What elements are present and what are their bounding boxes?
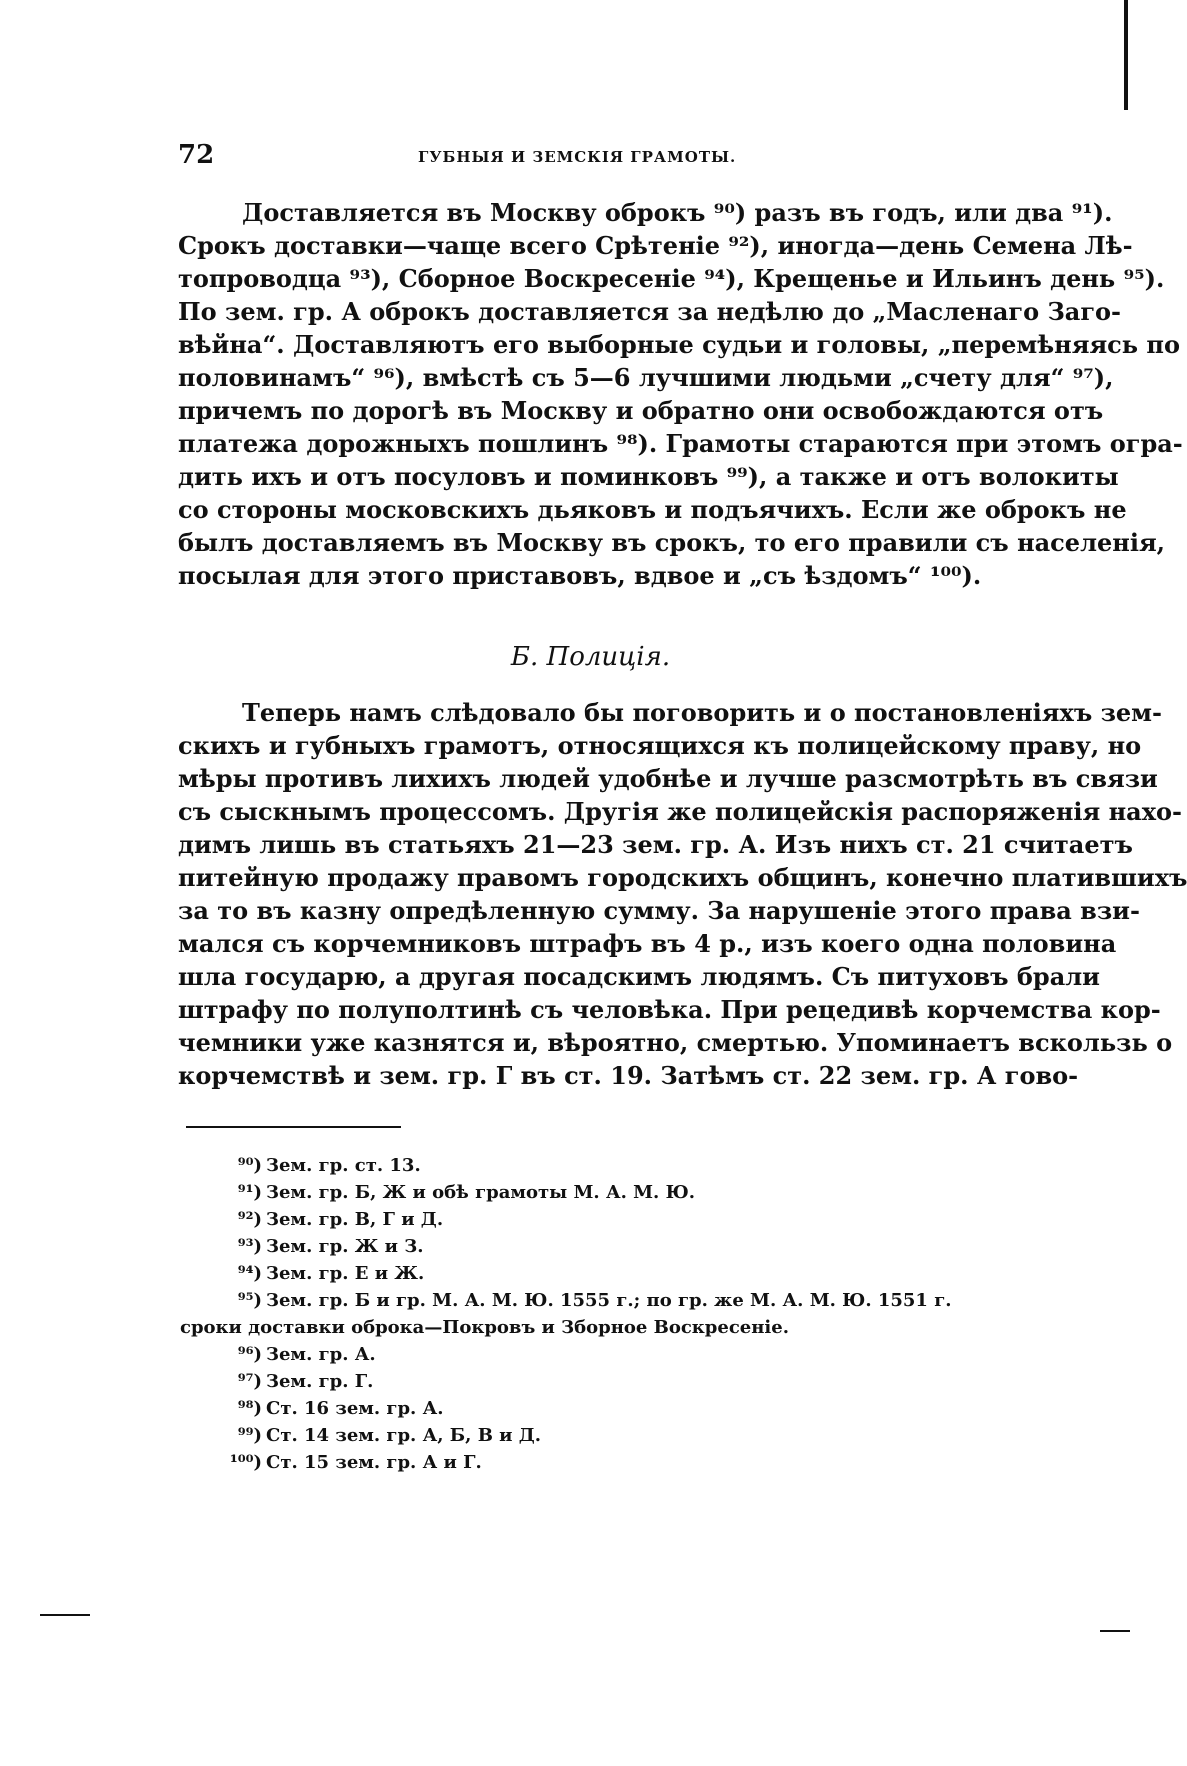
footnote-mark: ⁹⁶) (237, 1344, 262, 1365)
section-heading: Б. Полиція. (510, 642, 671, 672)
text-line: Доставляется въ Москву оброкъ ⁹⁰) разъ въ годъ, или два ⁹¹). (242, 198, 1113, 227)
footnote-text: Ст. 14 зем. гр. А, Б, В и Д. (266, 1425, 542, 1446)
footnote (220, 1287, 1010, 1314)
text-line: мался съ корчемниковъ штрафъ въ 4 р., изъ коего одна половина (178, 929, 1117, 958)
text-line: со стороны московскихъ дьяковъ и подъячихъ. Если же оброкъ не (178, 495, 1127, 524)
footnote-text: Ст. 16 зем. гр. А. (266, 1398, 444, 1419)
footnote-text: Зем. гр. Б, Ж и обѣ грамоты М. А. М. Ю. (266, 1182, 696, 1203)
footnote (220, 1152, 1010, 1179)
text-line: посылая для этого приставовъ, вдвое и „съ ѣздомъ“ ¹⁰⁰). (178, 561, 982, 590)
text-line: штрафу по полуполтинѣ съ человѣка. При рецедивѣ корчемства кор- (178, 995, 1161, 1024)
footnote (220, 1449, 1010, 1476)
footnote (220, 1206, 1010, 1233)
footnote-text: Ст. 15 зем. гр. А и Г. (266, 1452, 482, 1473)
footnote-text: Зем. гр. ст. 13. (266, 1155, 421, 1176)
footnote-text: Зем. гр. Ж и З. (266, 1236, 424, 1257)
footnote-mark: ⁹⁹) (237, 1425, 262, 1446)
footnote-mark: ⁹⁵) (237, 1290, 262, 1311)
footnote (220, 1422, 1010, 1449)
footnote-continuation: сроки доставки оброка—Покровъ и Зборное Воскресеніе. (180, 1317, 789, 1338)
footnote (220, 1368, 1010, 1395)
text-line: чемники уже казнятся и, вѣроятно, смертью. Упоминаетъ вскользь о (178, 1028, 1173, 1057)
text-line: платежа дорожныхъ пошлинъ ⁹⁸). Грамоты стараются при этомъ огра- (178, 429, 1183, 458)
footnote-mark: ⁹⁴) (237, 1263, 262, 1284)
text-line: съ сыскнымъ процессомъ. Другія же полицейскія распоряженія нахо- (178, 797, 1182, 826)
footnote-mark: ⁹⁸) (237, 1398, 262, 1419)
footnote (220, 1179, 1010, 1206)
text-line: питейную продажу правомъ городскихъ общинъ, конечно платившихъ (178, 863, 1187, 892)
paragraph-tax-delivery (178, 196, 1183, 592)
footnotes (180, 1152, 1010, 1476)
footnote (220, 1395, 1010, 1422)
footnote (220, 1260, 1010, 1287)
text-line: былъ доставляемъ въ Москву въ срокъ, то его правили съ населенія, (178, 528, 1166, 557)
footnote-text: Зем. гр. Г. (266, 1371, 374, 1392)
footnote-text: Зем. гр. А. (266, 1344, 376, 1365)
text-line: вѣйна“. Доставляютъ его выборные судьи и головы, „перемѣняясь по (178, 330, 1180, 359)
footnote-text: Зем. гр. В, Г и Д. (266, 1209, 444, 1230)
footnote-mark: ⁹⁰) (237, 1155, 262, 1176)
footnote-mark: ¹⁰⁰) (229, 1452, 262, 1473)
text-line: топроводца ⁹³), Сборное Воскресеніе ⁹⁴), Крещенье и Ильинъ день ⁹⁵). (178, 264, 1165, 293)
footnote (220, 1341, 1010, 1368)
footnote-mark: ⁹⁷) (237, 1371, 262, 1392)
text-line: По зем. гр. А оброкъ доставляется за недѣлю до „Масленаго Заго- (178, 297, 1122, 326)
page-header (178, 140, 1003, 180)
footnote-mark: ⁹³) (237, 1236, 262, 1257)
text-line: причемъ по дорогѣ въ Москву и обратно они освобождаются отъ (178, 396, 1104, 425)
text-line: Теперь намъ слѣдовало бы поговорить и о постановленіяхъ зем- (242, 698, 1162, 727)
text-line: мѣры противъ лихихъ людей удобнѣе и лучше разсмотрѣть въ связи (178, 764, 1158, 793)
footnote-mark: ⁹¹) (237, 1182, 262, 1203)
footnote-text: Зем. гр. Б и гр. М. А. М. Ю. 1555 г.; по гр. же М. А. М. Ю. 1551 г. (266, 1290, 952, 1311)
text-line: дить ихъ и отъ посуловъ и поминковъ ⁹⁹), а также и отъ волокиты (178, 462, 1119, 491)
footnote-mark: ⁹²) (237, 1209, 262, 1230)
running-head: ГУБНЫЯ И ЗЕМСКІЯ ГРАМОТЫ. (418, 148, 737, 166)
text-line: шла государю, а другая посадскимъ людямъ. Съ питуховъ брали (178, 962, 1100, 991)
page-number: 72 (178, 140, 215, 170)
text-line: корчемствѣ и зем. гр. Г въ ст. 19. Затѣмъ ст. 22 зем. гр. А гово- (178, 1061, 1079, 1090)
text-line: скихъ и губныхъ грамотъ, относящихся къ полицейскому праву, но (178, 731, 1142, 760)
text-line: Срокъ доставки—чаще всего Срѣтеніе ⁹²), иногда—день Семена Лѣ- (178, 231, 1133, 260)
footnote (220, 1233, 1010, 1260)
text-line: димъ лишь въ статьяхъ 21—23 зем. гр. А. Изъ нихъ ст. 21 считаетъ (178, 830, 1133, 859)
footnote-rule (186, 1126, 401, 1128)
text-line: половинамъ“ ⁹⁶), вмѣстѣ съ 5—6 лучшими людьми „счету для“ ⁹⁷), (178, 363, 1114, 392)
paragraph-police (178, 696, 1187, 1092)
text-line: за то въ казну опредѣленную сумму. За нарушеніе этого права взи- (178, 896, 1140, 925)
footnote-text: Зем. гр. Е и Ж. (266, 1263, 425, 1284)
